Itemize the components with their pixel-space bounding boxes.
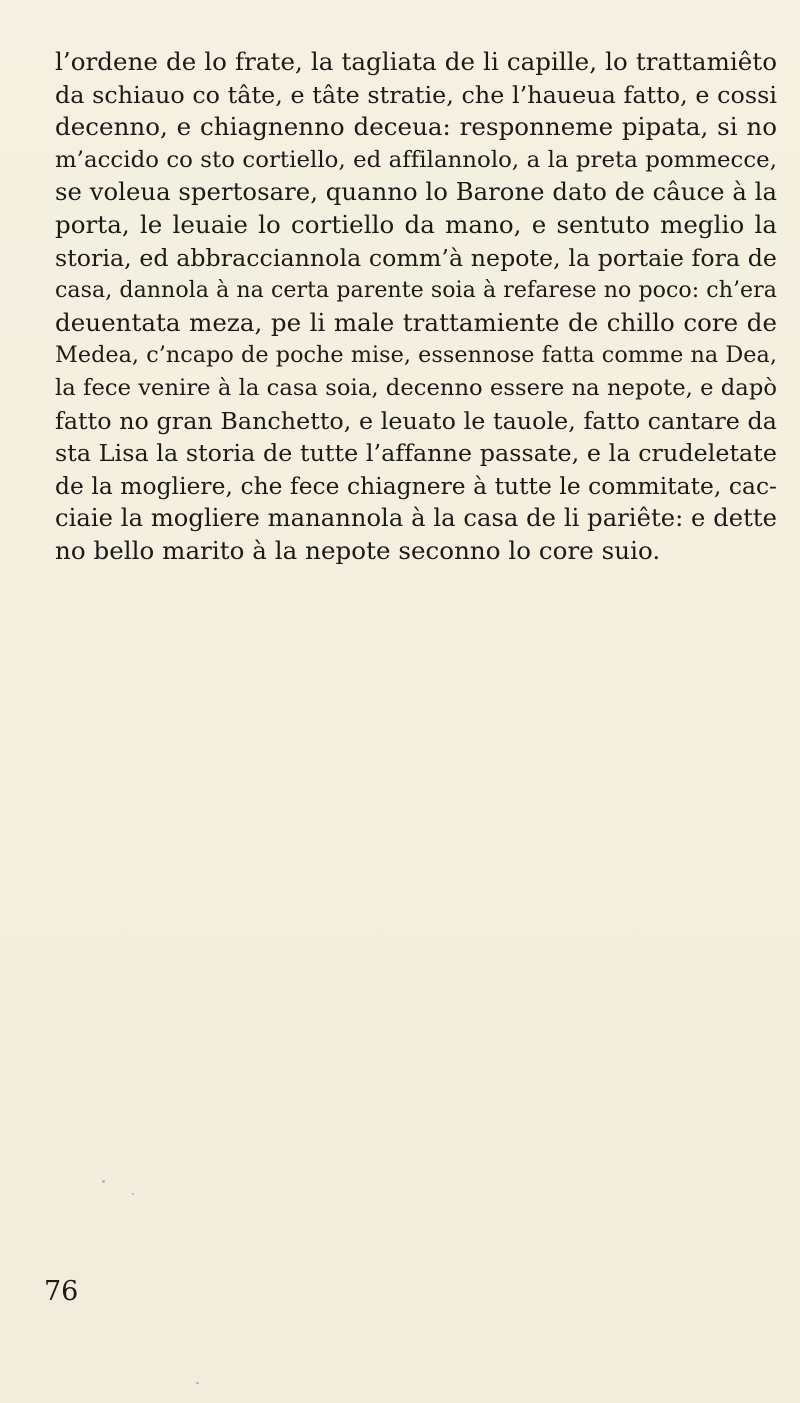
text-line-last: no bello marito à la nepote seconno lo core suio. xyxy=(55,535,661,565)
text-line: deuentata meza, pe li male trattamiente de chillo core de xyxy=(55,307,777,337)
paper-speck xyxy=(196,1382,199,1384)
text-line: fatto no gran Banchetto, e leuato le tauole, fatto cantare da xyxy=(55,406,777,435)
text-line: la fece venire à la casa soia, decenno essere na nepote, e dapò xyxy=(55,374,777,401)
text-line: Medea, c’ncapo de poche mise, essennose fatta comme na Dea, xyxy=(55,342,777,369)
page-number: 76 xyxy=(44,1276,79,1307)
text-line: ciaie la mogliere manannola à la casa de li pariête: e dette xyxy=(55,504,777,533)
text-line: de la mogliere, che fece chiagnere à tutte le commitate, cac- xyxy=(55,471,777,500)
text-line: l’ordene de lo frate, la tagliata de li capille, lo trattamiêto xyxy=(55,47,777,76)
body-text xyxy=(55,46,777,568)
text-line: decenno, e chiagnenno deceua: responneme pipata, si no xyxy=(55,112,777,142)
text-line: m’accido co sto cortiello, ed affilannolo, a la preta pommecce, xyxy=(55,146,777,173)
paper-speck xyxy=(102,1180,105,1183)
text-line: storia, ed abbracciannola comm’à nepote, la portaie fora de xyxy=(55,243,777,272)
text-line: sta Lisa la storia de tutte l’affanne passate, e la crudeletate xyxy=(55,439,777,468)
text-line: porta, le leuaie lo cortiello da mano, e sentuto meglio la xyxy=(55,209,777,239)
text-line: se voleua spertosare, quanno lo Barone dato de câuce à la xyxy=(55,177,777,207)
text-line: da schiauo co tâte, e tâte stratie, che l’haueua fatto, e cossi xyxy=(55,80,777,109)
paper-speck xyxy=(132,1193,134,1195)
text-line: casa, dannola à na certa parente soia à refarese no poco: ch’era xyxy=(55,277,777,304)
